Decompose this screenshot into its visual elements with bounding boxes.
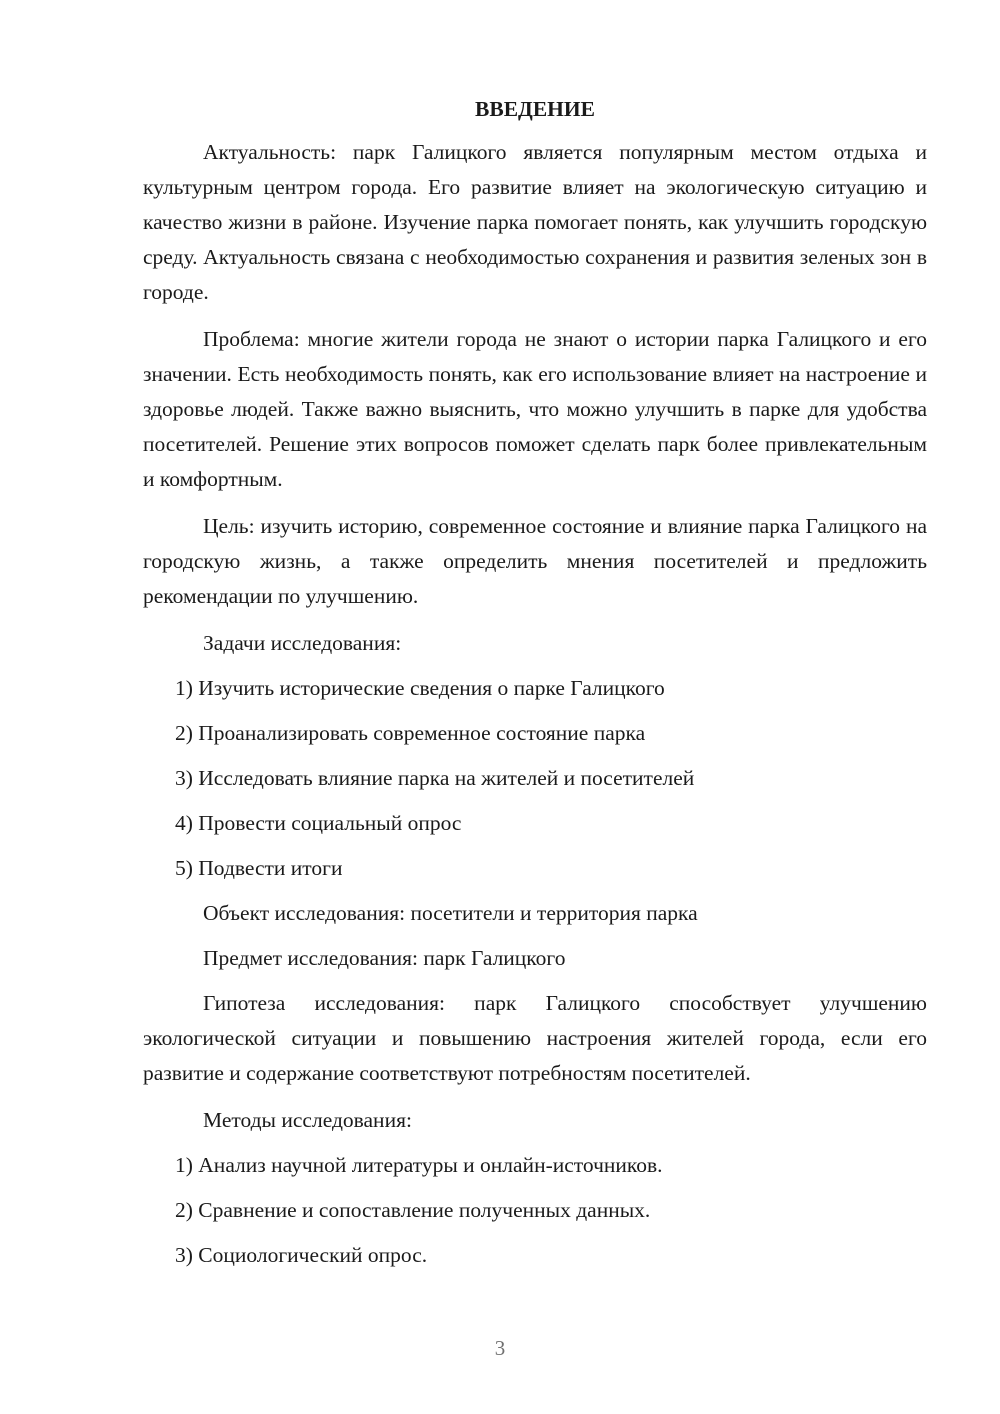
problem-paragraph: Проблема: многие жители города не знают о истории парка Галицкого и его значении. Есть необходимость понять, как его использование влияет на настроение и здоровье людей. Также важно выяснить, что можно улучшить в парке для удобства посетителей. Решение этих вопросов поможет сделать парк более привлекательным и комфортным. <box>143 327 927 491</box>
method-item: 1) Анализ научной литературы и онлайн-источников. <box>175 1153 663 1177</box>
task-item: 4) Провести социальный опрос <box>175 811 462 835</box>
tasks-heading: Задачи исследования: <box>203 631 402 655</box>
hypothesis-paragraph: Гипотеза исследования: парк Галицкого способствует улучшению экологической ситуации и повышению настроения жителей города, если его развитие и содержание соответствуют потребностям посетителей. <box>143 991 927 1085</box>
research-subject: Предмет исследования: парк Галицкого <box>203 946 566 970</box>
document-page <box>143 92 927 1283</box>
task-item: 5) Подвести итоги <box>175 856 343 880</box>
task-item: 2) Проанализировать современное состояние парка <box>175 721 646 745</box>
page-number: 3 <box>494 1336 506 1360</box>
document-title: ВВЕДЕНИЕ <box>475 97 595 121</box>
method-item: 2) Сравнение и сопоставление полученных данных. <box>175 1198 651 1222</box>
research-object: Объект исследования: посетители и территория парка <box>203 901 698 925</box>
relevance-paragraph: Актуальность: парк Галицкого является популярным местом отдыха и культурным центром города. Его развитие влияет на экологическую ситуацию и качество жизни в районе. Изучение парка помогает понять, как улучшить городскую среду. Актуальность связана с необходимостью сохранения и развития зеленых зон в городе. <box>143 140 927 304</box>
goal-paragraph: Цель: изучить историю, современное состояние и влияние парка Галицкого на городскую жизнь, а также определить мнения посетителей и предложить рекомендации по улучшению. <box>143 514 927 608</box>
task-item: 1) Изучить исторические сведения о парке Галицкого <box>175 676 665 700</box>
method-item: 3) Социологический опрос. <box>175 1243 428 1267</box>
methods-heading: Методы исследования: <box>203 1108 412 1132</box>
task-item: 3) Исследовать влияние парка на жителей и посетителей <box>175 766 695 790</box>
